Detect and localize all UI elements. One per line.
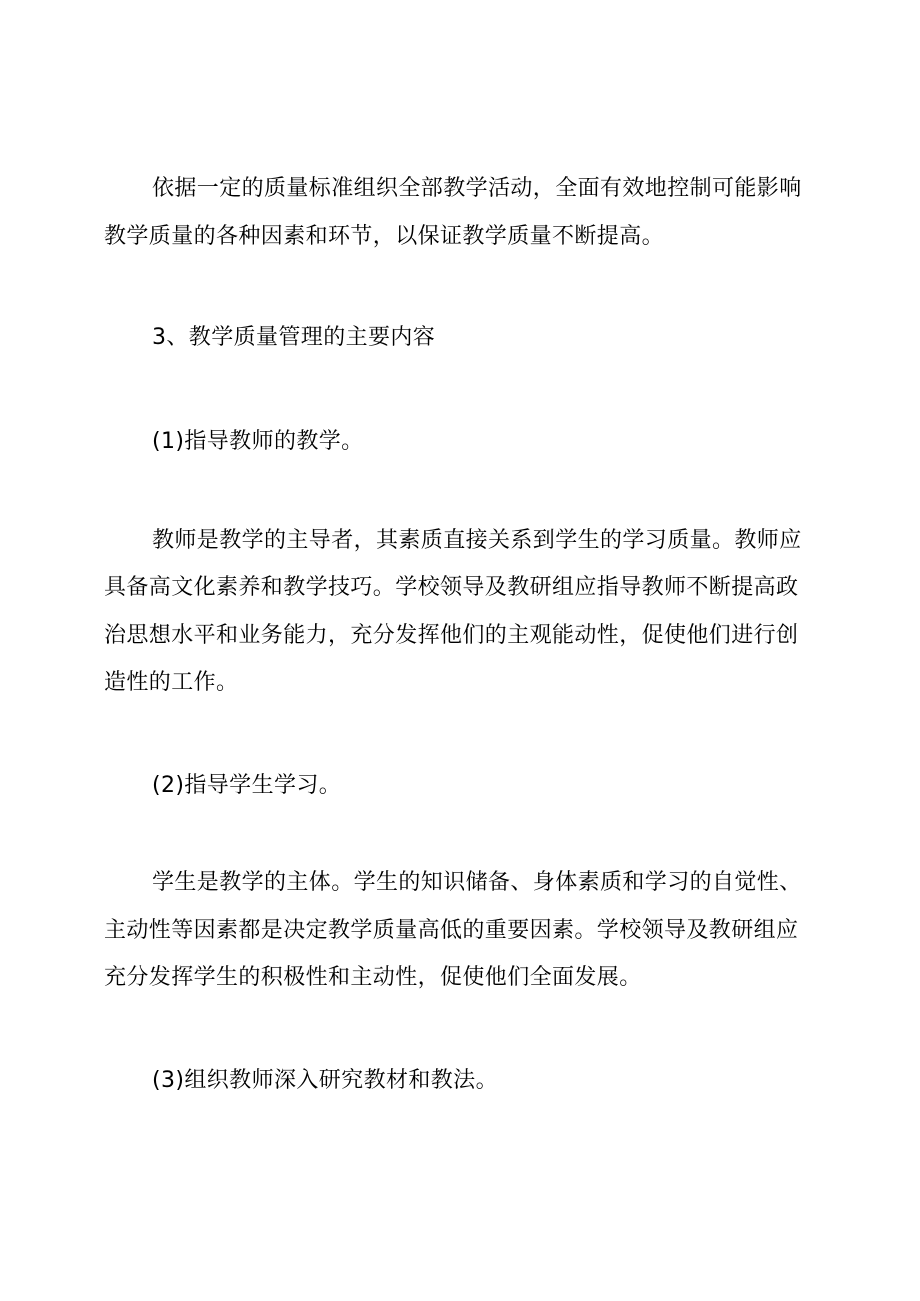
item-3-title: (3)组织教师深入研究教材和教法。 (152, 1068, 498, 1093)
item-1-title: (1)指导教师的教学。 (152, 429, 364, 454)
paragraph-1-line-2: 教学质量的各种因素和环节，以保证教学质量不断提高。 (104, 224, 665, 249)
paragraph-2-line-1: 教师是教学的主导者，其素质直接关系到学生的学习质量。教师应 (152, 528, 802, 553)
paragraph-2-line-2: 具备高文化素养和教学技巧。学校领导及教研组应指导教师不断提高政 (104, 575, 799, 600)
item-2-title: (2)指导学生学习。 (152, 773, 342, 798)
paragraph-3-line-1: 学生是教学的主体。学生的知识储备、身体素质和学习的自觉性、 (152, 870, 802, 895)
paragraph-2-line-3: 治思想水平和业务能力，充分发挥他们的主观能动性，促使他们进行创 (104, 623, 799, 648)
paragraph-3-line-3: 充分发挥学生的积极性和主动性，促使他们全面发展。 (104, 965, 642, 990)
paragraph-3-line-2: 主动性等因素都是决定教学质量高低的重要因素。学校领导及教研组应 (104, 918, 799, 943)
paragraph-1-line-1: 依据一定的质量标准组织全部教学活动，全面有效地控制可能影响 (152, 176, 802, 201)
paragraph-2-line-4: 造性的工作。 (104, 670, 239, 695)
section-heading-3: 3、教学质量管理的主要内容 (152, 325, 436, 350)
